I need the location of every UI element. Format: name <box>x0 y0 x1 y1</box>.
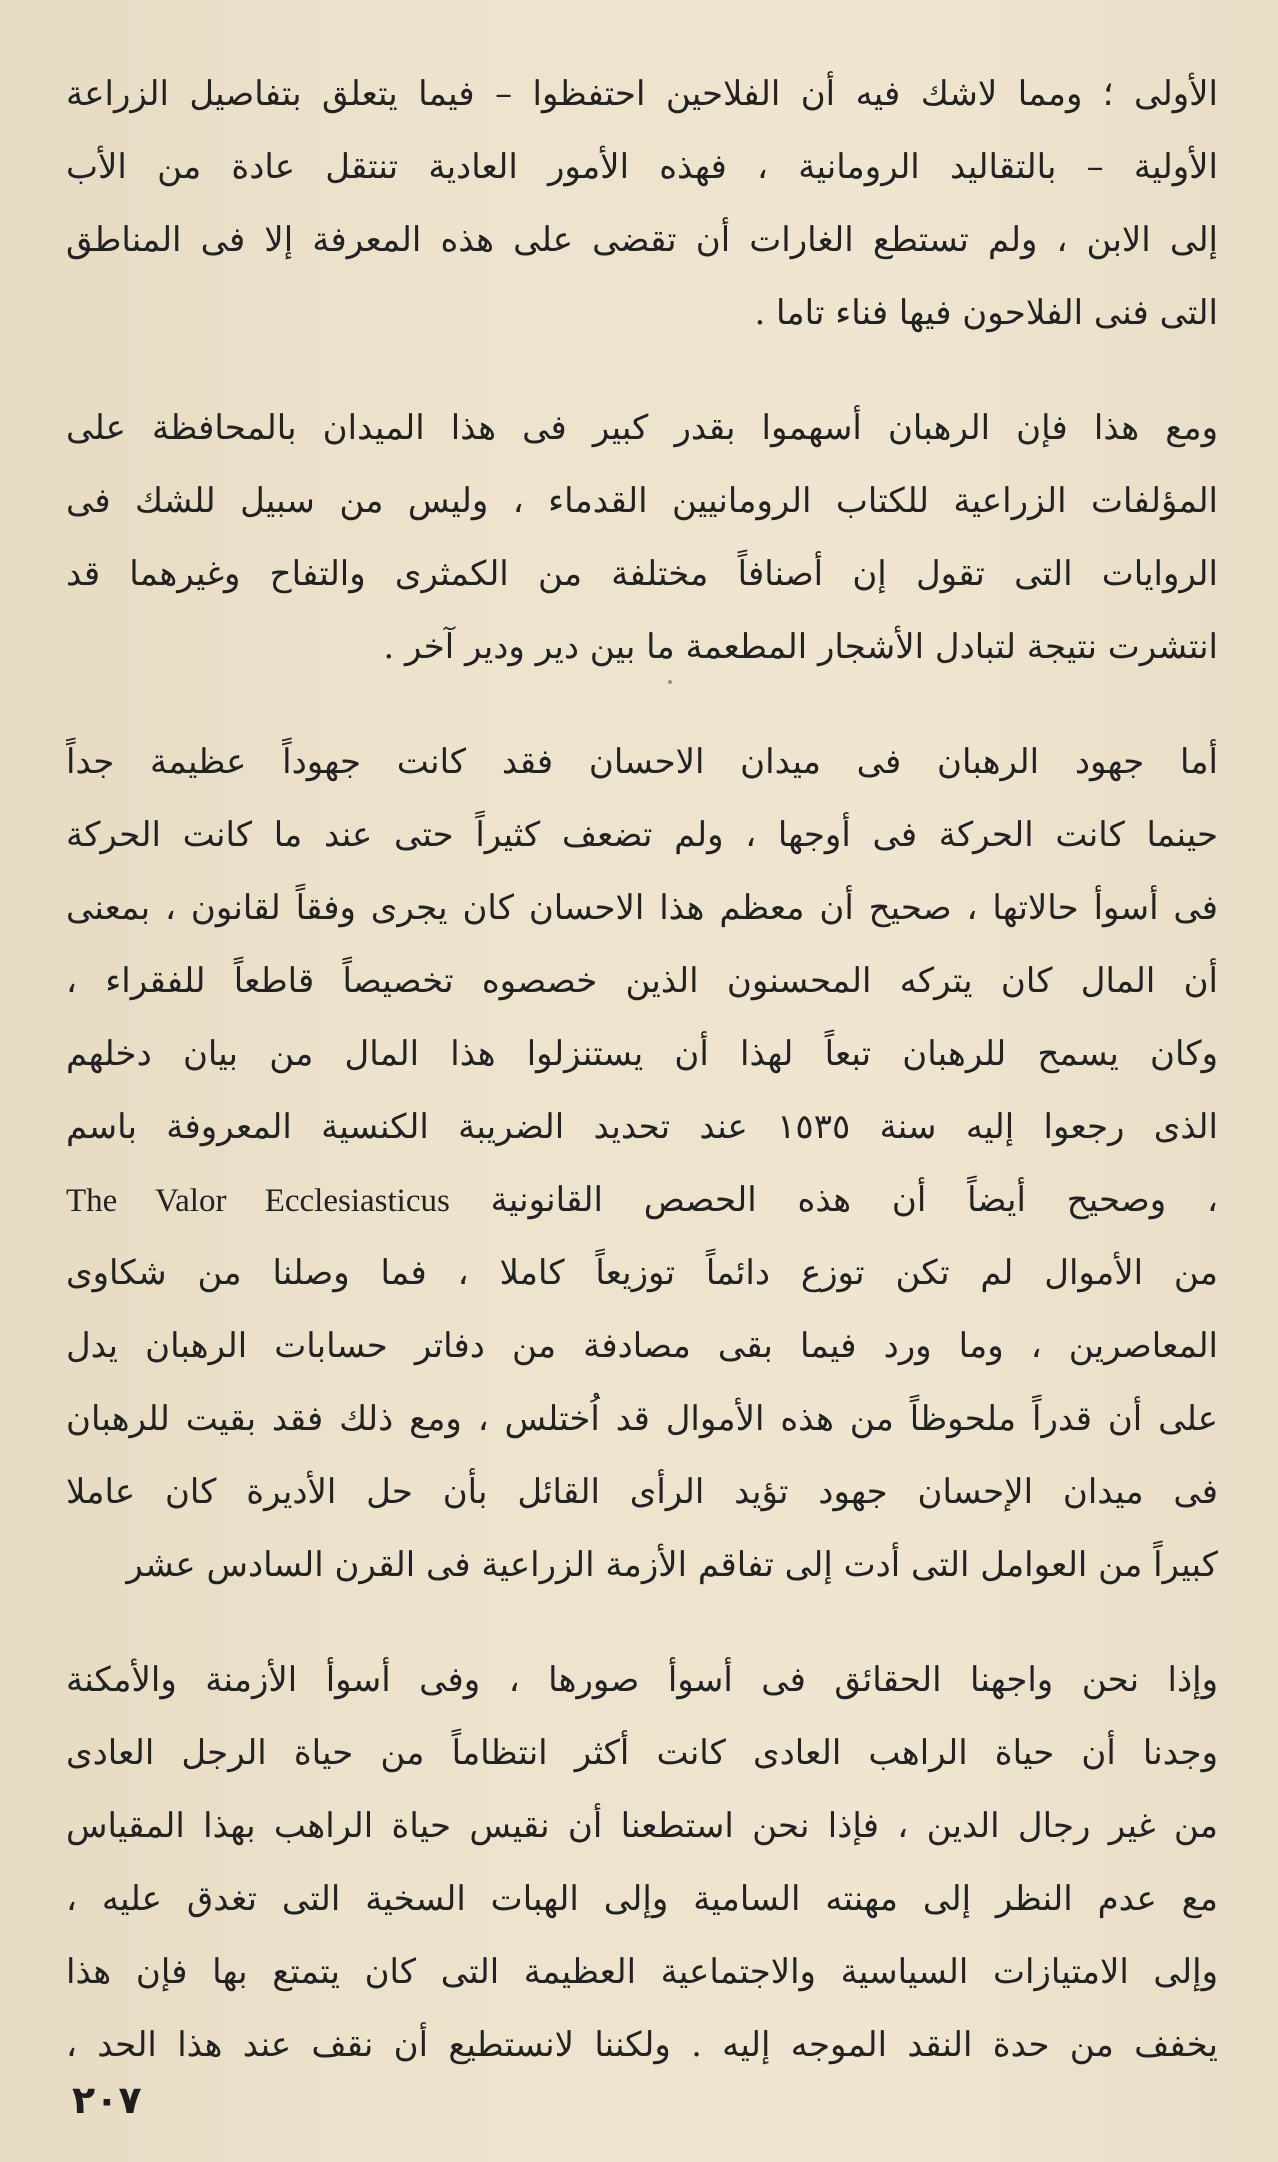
text-line: وكان يسمح للرهبان تبعاً لهذا أن يستنزلوا هذا المال من بيان دخلهم <box>66 1034 1218 1074</box>
text-line: مع عدم النظر إلى مهنته السامية وإلى الهبات السخية التى تغدق عليه ، <box>66 1879 1218 1919</box>
arabic-segment: ، وصحيح أيضاً أن هذه الحصص القانونية <box>490 1180 1218 1220</box>
body-text <box>66 58 1218 2124</box>
text-line: المؤلفات الزراعية للكتاب الرومانيين القدماء ، وليس من سبيل للشك فى <box>66 481 1218 521</box>
text-line: أما جهود الرهبان فى ميدان الاحسان فقد كانت جهوداً عظيمة جداً <box>66 742 1218 782</box>
page-number: ٢٠٧ <box>72 2078 142 2122</box>
text-line: وجدنا أن حياة الراهب العادى كانت أكثر انتظاماً من حياة الرجل العادى <box>66 1733 1218 1773</box>
text-line: من الأموال لم تكن توزع دائماً توزيعاً كاملا ، فما وصلنا من شكاوى <box>66 1253 1218 1293</box>
paragraph-3 <box>66 726 1218 1602</box>
text-line: ومع هذا فإن الرهبان أسهموا بقدر كبير فى هذا الميدان بالمحافظة على <box>66 408 1218 448</box>
text-line: فى ميدان الإحسان جهود تؤيد الرأى القائل بأن حل الأديرة كان عاملا <box>66 1472 1218 1512</box>
text-line: الروايات التى تقول إن أصنافاً مختلفة من الكمثرى والتفاح وغيرهما قد <box>66 554 1218 594</box>
text-line: التى فنى الفلاحون فيها فناء تاما . <box>754 293 1218 333</box>
text-line: إلى الابن ، ولم تستطع الغارات أن تقضى على هذه المعرفة إلا فى المناطق <box>66 220 1218 260</box>
text-line: وإلى الامتيازات السياسية والاجتماعية العظيمة التى كان يتمتع بها فإن هذا <box>66 1952 1218 1992</box>
text-line-latin <box>66 1164 1218 1237</box>
text-line: على أن قدراً ملحوظاً من هذه الأموال قد اُختلس ، ومع ذلك فقد بقيت للرهبان <box>66 1399 1218 1439</box>
paragraph-4 <box>66 1644 1218 2082</box>
text-line: الذى رجعوا إليه سنة ١٥٣٥ عند تحديد الضريبة الكنسية المعروفة باسم <box>66 1107 1218 1147</box>
text-line: فى أسوأ حالاتها ، صحيح أن معظم هذا الاحسان كان يجرى وفقاً لقانون ، بمعنى <box>66 888 1218 928</box>
text-line: الأولية – بالتقاليد الرومانية ، فهذه الأمور العادية تنتقل عادة من الأب <box>66 147 1218 187</box>
text-line: حينما كانت الحركة فى أوجها ، ولم تضعف كثيراً حتى عند ما كانت الحركة <box>66 815 1218 855</box>
text-line: المعاصرين ، وما ورد فيما بقى مصادفة من دفاتر حسابات الرهبان يدل <box>66 1326 1218 1366</box>
text-line: يخفف من حدة النقد الموجه إليه . ولكننا لانستطيع أن نقف عند هذا الحد ، <box>66 2025 1218 2065</box>
text-line: من غير رجال الدين ، فإذا نحن استطعنا أن نقيس حياة الراهب بهذا المقياس <box>66 1806 1218 1846</box>
latin-title: The Valor Ecclesiasticus <box>66 1183 450 1219</box>
text-line: كبيراً من العوامل التى أدت إلى تفاقم الأزمة الزراعية فى القرن السادس عشر <box>126 1545 1218 1585</box>
text-line: وإذا نحن واجهنا الحقائق فى أسوأ صورها ، وفى أسوأ الأزمنة والأمكنة <box>66 1660 1218 1700</box>
text-line: أن المال كان يتركه المحسنون الذين خصصوه تخصيصاً قاطعاً للفقراء ، <box>66 961 1218 1001</box>
paragraph-1 <box>66 58 1218 350</box>
paragraph-2 <box>66 392 1218 684</box>
text-line: الأولى ؛ ومما لاشك فيه أن الفلاحين احتفظوا – فيما يتعلق بتفاصيل الزراعة <box>66 74 1218 114</box>
text-line: انتشرت نتيجة لتبادل الأشجار المطعمة ما بين دير ودير آخر . <box>383 627 1218 667</box>
